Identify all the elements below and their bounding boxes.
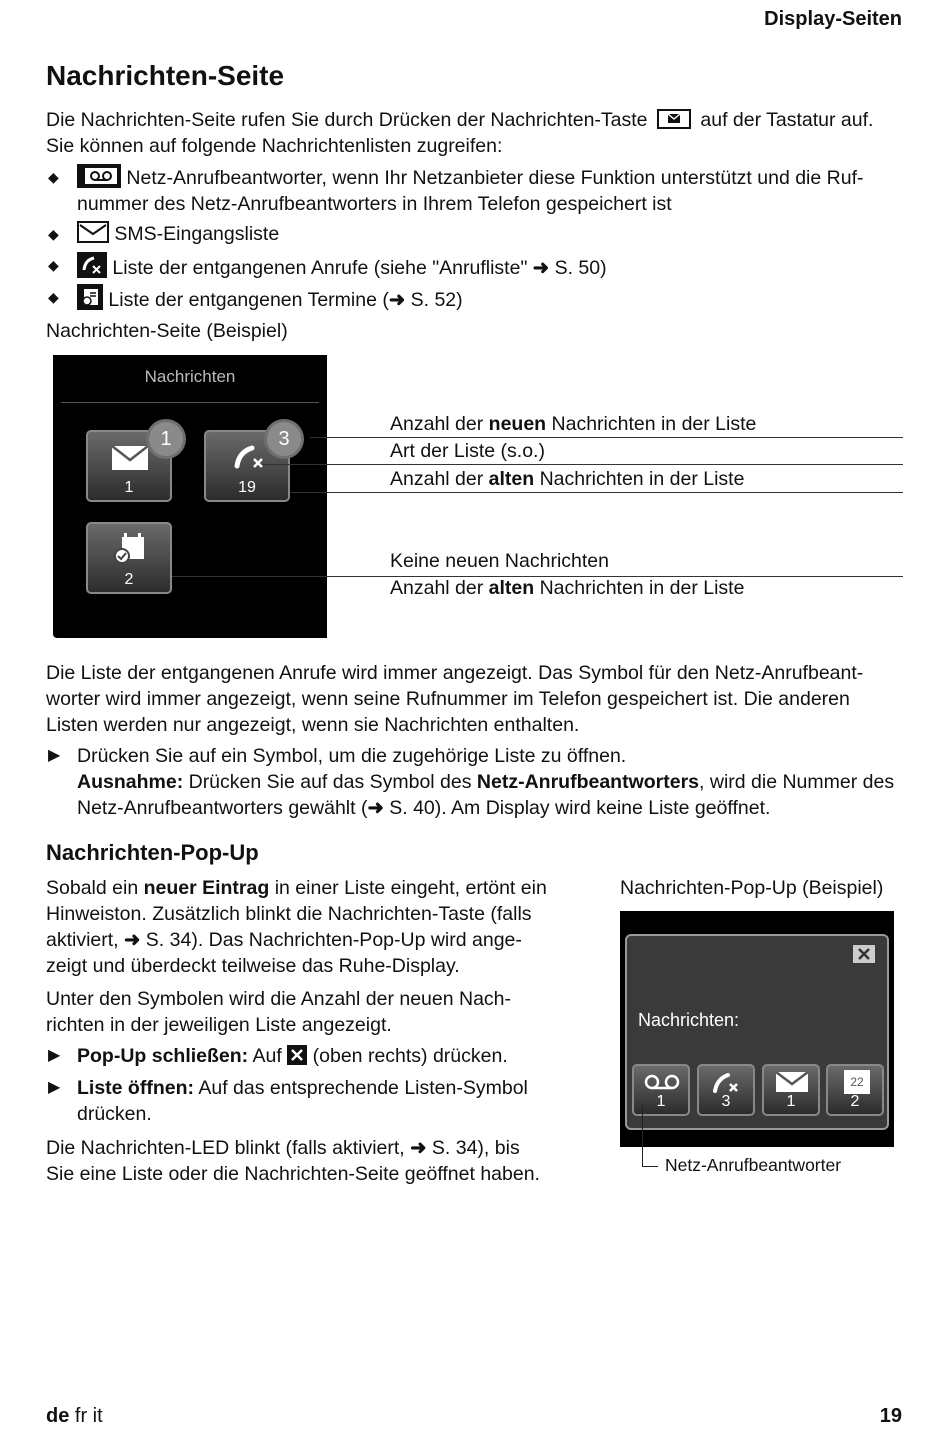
popup-close-button[interactable] (853, 945, 875, 963)
screen-title: Nachrichten (144, 367, 236, 386)
list-item: ◆ SMS-Eingangsliste (48, 223, 280, 245)
missed-call-icon (230, 442, 270, 474)
intro-paragraph (46, 107, 926, 159)
new-message-count: 3 (721, 1093, 731, 1110)
step-triangle-icon: ▶ (48, 1047, 61, 1064)
step-triangle-icon: ▶ (48, 747, 61, 764)
popup-tile-calendar[interactable] (826, 1064, 884, 1116)
paragraph: Die Liste der entgangenen Anrufe wird immer angezeigt. Das Symbol für den Netz-Anrufbeant- worter wird immer angezeigt, wenn seine Rufnummer im Telefon gespeichert ist. Die anderen Listen werden nur angezeigt, wenn sie Nachrichten enthalten. (46, 662, 864, 736)
calendar-icon: 22 (844, 1070, 870, 1094)
popup-paragraph-2: Unter den Symbolen wird die Anzahl der neuen Nach- richten in der jeweiligen Liste angezeigt. (46, 988, 512, 1036)
callout-line (642, 1105, 643, 1167)
callout-voicemail: Netz-Anrufbeantworter (665, 1155, 842, 1175)
intro-text: Die Nachrichten-Seite rufen Sie durch Drücken der Nachrichten-Taste (46, 109, 648, 131)
old-message-count: 1 (124, 479, 134, 496)
page-reference[interactable]: S. 52) (410, 289, 463, 311)
arrow-icon: ➜ (124, 929, 141, 951)
example-label: Nachrichten-Seite (Beispiel) (46, 320, 288, 342)
arrow-icon: ➜ (367, 797, 384, 819)
callout-line (290, 492, 903, 493)
callout-line (262, 464, 903, 465)
popup-label: Nachrichten: (638, 1010, 740, 1030)
popup-screen (620, 911, 894, 1147)
callout-list-type: Art der Liste (s.o.) (390, 440, 545, 462)
page-number: 19 (879, 1405, 902, 1427)
tile-missed-appointments[interactable] (86, 522, 172, 594)
popup-tile-voicemail[interactable] (632, 1064, 690, 1116)
arrow-icon: ➜ (532, 257, 550, 279)
new-message-count: 1 (786, 1093, 796, 1110)
envelope-icon (110, 444, 150, 474)
page-title: Nachrichten-Seite (46, 60, 285, 91)
voicemail-icon (77, 164, 121, 188)
close-icon (853, 945, 875, 963)
callout-line (642, 1166, 658, 1167)
popup-panel (625, 934, 889, 1130)
list-item: ◆ Liste der entgangenen Termine (➜ S. 52) (46, 284, 906, 313)
missed-appointment-icon (112, 532, 148, 566)
message-page-screen (53, 355, 327, 638)
step-triangle-icon: ▶ (48, 1079, 61, 1096)
popup-paragraph-1: Sobald ein neuer Eintrag in einer Liste eingeht, ertönt ein Hinweiston. Zusätzlich blinkt die Nachrichten-Taste (falls aktiviert, ➜ S. 34). Das Nachrichten-Pop-Up wird ange- zeigt und überdeckt teilweise das Ruhe-Display. (46, 877, 547, 977)
voicemail-icon (640, 1072, 684, 1094)
popup-tile-sms[interactable] (762, 1064, 820, 1116)
page-reference[interactable]: S. 34). (145, 929, 204, 951)
old-message-count: 19 (238, 479, 256, 496)
new-message-badge: 3 (267, 422, 301, 456)
popup-tile-missed-calls[interactable] (697, 1064, 755, 1116)
running-header: Display-Seiten (764, 8, 902, 30)
missed-call-icon (77, 252, 107, 278)
missed-appointment-icon (77, 284, 103, 310)
new-message-badge: 1 (149, 422, 183, 456)
message-key-icon (657, 109, 691, 129)
page-reference[interactable]: S. 40). (389, 797, 447, 819)
old-message-count: 2 (124, 571, 134, 588)
language-indicator: de fr it (46, 1405, 103, 1427)
page-reference[interactable]: S. 34), (431, 1137, 490, 1159)
instruction-step: ▶ Drücken Sie auf ein Symbol, um die zugehörige Liste zu öffnen. Ausnahme: Drücken Sie auf das Symbol des Netz-Anrufbeantworters, wird die Nummer des Netz-Anrufbeantworters gewählt (➜ S. 40). Am Display wird keine Liste geöffnet. (48, 745, 895, 819)
list-item: ◆ Liste der entgangenen Anrufe (siehe "Anrufliste" ➜ S. 50) (46, 252, 906, 281)
envelope-icon (77, 221, 109, 243)
page-reference[interactable]: S. 50) (554, 257, 607, 279)
new-message-count: 2 (850, 1093, 860, 1110)
callout-no-new: Keine neuen Nachrichten (390, 550, 609, 572)
arrow-icon: ➜ (388, 289, 406, 311)
list-item: ◆ Netz-Anrufbeantworter, wenn Ihr Netzanbieter diese Funktion unterstützt und die Ruf- nummer des Netz-Anrufbeantworters in Ihrem Telefon gespeichert ist (46, 164, 906, 217)
divider (61, 402, 319, 403)
intro-line-2: Sie können auf folgende Nachrichtenlisten zugreifen: (46, 135, 503, 157)
arrow-icon: ➜ (410, 1137, 427, 1159)
section-title: Nachrichten-Pop-Up (46, 840, 259, 865)
callout-new-count: Anzahl der neuen Nachrichten in der Liste (390, 413, 757, 435)
instruction-step: ▶ Liste öffnen: Auf das entsprechende Listen-Symbol drücken. (48, 1077, 528, 1125)
intro-text-2: auf der Tastatur auf. (700, 109, 874, 131)
popup-paragraph-3: Die Nachrichten-LED blinkt (falls aktiviert, ➜ S. 34), bis Sie eine Liste oder die Nachrichten-Seite geöffnet haben. (46, 1137, 540, 1185)
instruction-step: ▶ Pop-Up schließen: Auf (oben rechts) drücken. (48, 1045, 508, 1067)
callout-old-count: Anzahl der alten Nachrichten in der Liste (390, 468, 745, 490)
new-message-count: 1 (656, 1093, 666, 1110)
callout-old-count-2: Anzahl der alten Nachrichten in der Liste (390, 577, 745, 599)
popup-example-label: Nachrichten-Pop-Up (Beispiel) (620, 877, 884, 899)
close-icon (287, 1045, 307, 1065)
